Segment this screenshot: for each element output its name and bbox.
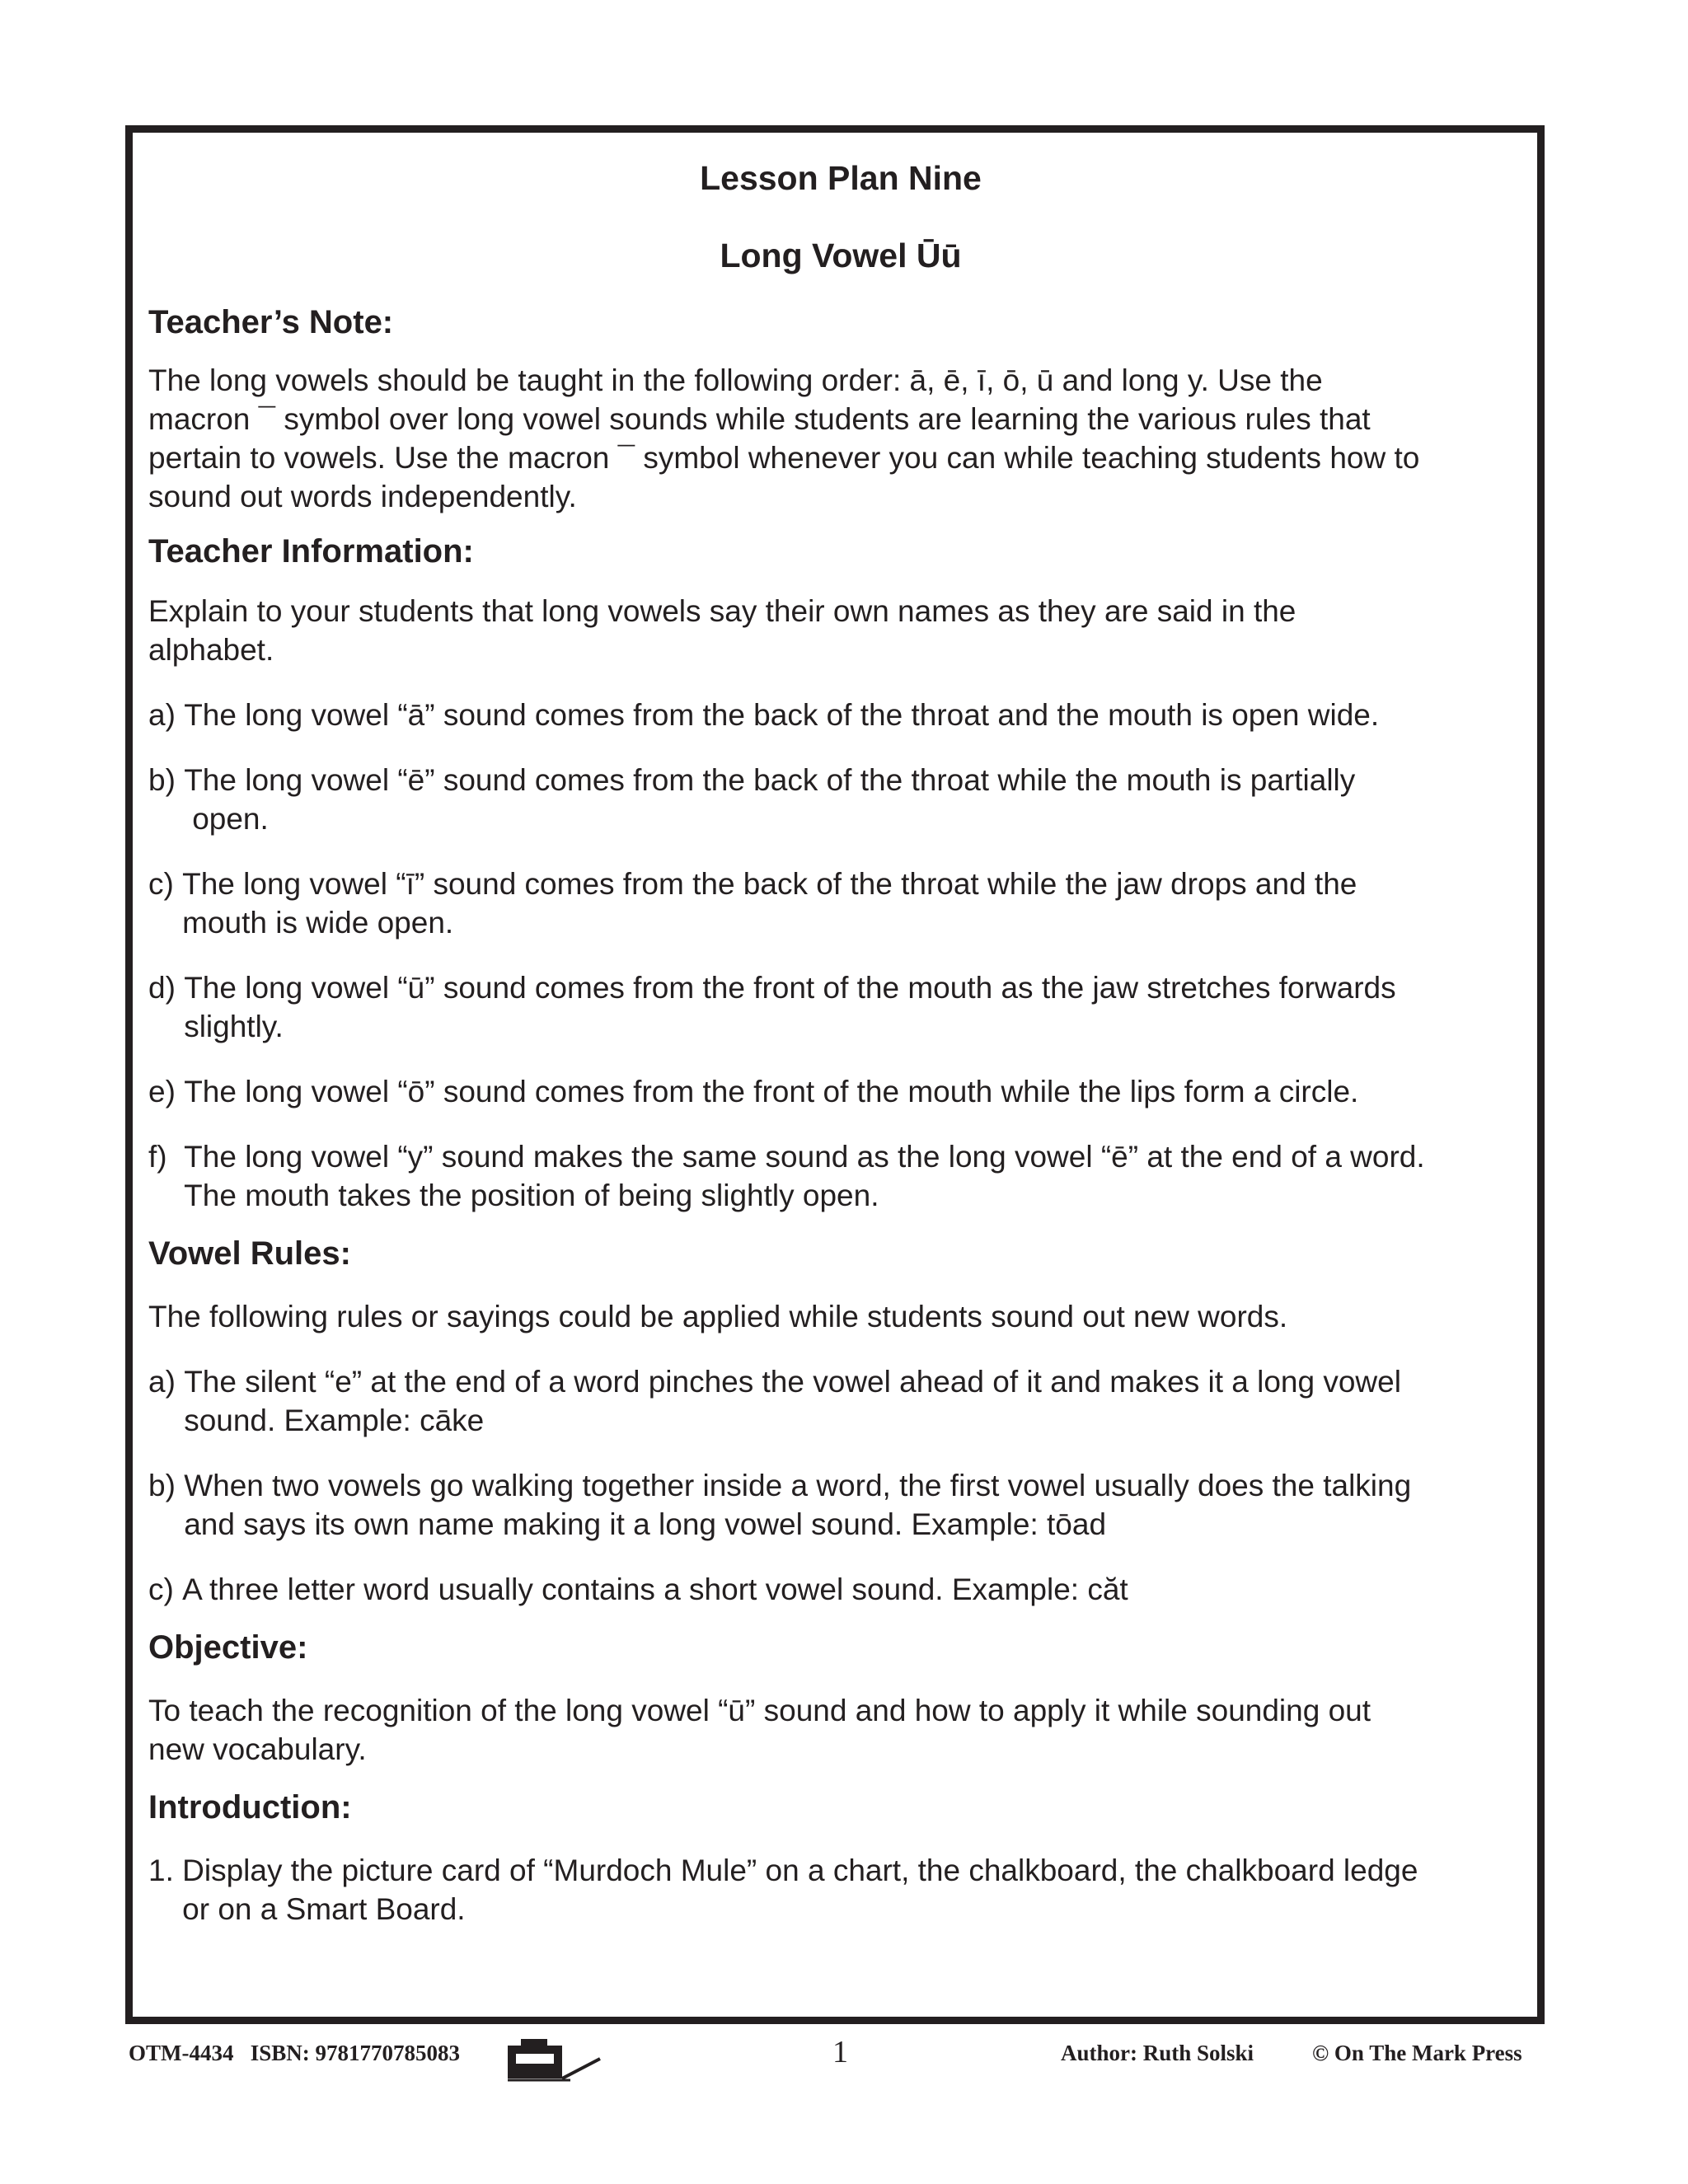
- text-line: The long vowel “y” sound makes the same sound as the long vowel “ē” at the end of a word.: [184, 1140, 1425, 1174]
- text-line: The silent “e” at the end of a word pinches the vowel ahead of it and makes it a long vowel: [184, 1365, 1401, 1399]
- text-line: slightly.: [184, 1010, 284, 1043]
- list-item-label: b): [148, 763, 185, 797]
- text-line: The long vowels should be taught in the following order: ā, ē, ī, ō, ū and long y. Use the: [148, 363, 1323, 397]
- text-line: The long vowel “ā” sound comes from the back of the throat and the mouth is open wide.: [184, 698, 1380, 732]
- list-item-label: a): [148, 698, 185, 732]
- teachers-note-heading: Teacher’s Note:: [148, 304, 394, 340]
- copyright: © On The Mark Press: [1312, 2041, 1522, 2065]
- text-line: mouth is wide open.: [182, 906, 454, 940]
- page-number: 1: [832, 2035, 848, 2069]
- objective-text: [148, 1691, 1533, 1769]
- text-line: and says its own name making it a long vowel sound. Example: tōad: [184, 1507, 1107, 1541]
- text-line: The long vowel “ē” sound comes from the back of the throat while the mouth is partially: [184, 763, 1356, 797]
- publisher-logo-icon: [504, 2034, 603, 2083]
- teachers-note-text: [148, 361, 1533, 516]
- product-code: OTM-4434: [129, 2041, 234, 2065]
- text-line: sound out words independently.: [148, 480, 577, 513]
- list-item: [148, 865, 1533, 942]
- text-line: open.: [192, 802, 269, 836]
- list-item-label: 1.: [148, 1854, 183, 1887]
- vowel-rules-intro: The following rules or sayings could be applied while students sound out new words.: [148, 1300, 1288, 1333]
- list-item: [148, 1362, 1533, 1440]
- vowel-rules-heading: Vowel Rules:: [148, 1235, 351, 1272]
- text-line: To teach the recognition of the long vowel “ū” sound and how to apply it while sounding out: [148, 1694, 1372, 1727]
- isbn: ISBN: 9781770785083: [250, 2041, 461, 2065]
- list-item: [148, 696, 1533, 734]
- list-item: [148, 761, 1533, 838]
- text-line: sound. Example: cāke: [184, 1404, 485, 1437]
- text-line: or on a Smart Board.: [182, 1892, 466, 1926]
- text-line: new vocabulary.: [148, 1732, 367, 1766]
- list-item-label: d): [148, 971, 185, 1005]
- page-title: Lesson Plan Nine: [700, 159, 982, 197]
- list-item-label: a): [148, 1365, 185, 1399]
- list-item-label: c): [148, 1572, 183, 1606]
- text-line: The long vowel “ī” sound comes from the back of the throat while the jaw drops and the: [182, 867, 1357, 901]
- page-content: [148, 157, 1533, 1929]
- list-item: [148, 1137, 1533, 1215]
- text-line: pertain to vowels. Use the macron ¯ symbol whenever you can while teaching students how to: [148, 441, 1420, 475]
- teacher-information-heading: Teacher Information:: [148, 533, 474, 569]
- text-line: The long vowel “ō” sound comes from the front of the mouth while the lips form a circle.: [184, 1075, 1359, 1108]
- introduction-heading: Introduction:: [148, 1789, 352, 1825]
- author: Author: Ruth Solski: [1061, 2041, 1254, 2065]
- text-line: A three letter word usually contains a short vowel sound. Example: căt: [182, 1572, 1128, 1606]
- page-subtitle: Long Vowel Ūū: [720, 237, 962, 274]
- list-item: [148, 1851, 1533, 1929]
- text-line: When two vowels go walking together inside a word, the first vowel usually does the talking: [184, 1469, 1412, 1502]
- list-item-label: f): [148, 1140, 185, 1174]
- objective-heading: Objective:: [148, 1629, 308, 1666]
- text-line: Explain to your students that long vowels say their own names as they are said in the: [148, 594, 1296, 628]
- text-line: alphabet.: [148, 633, 274, 667]
- footer-codes: [129, 2041, 460, 2066]
- text-line: macron ¯ symbol over long vowel sounds while students are learning the various rules that: [148, 402, 1371, 436]
- list-item: [148, 1570, 1533, 1609]
- page-footer: [0, 2034, 1688, 2083]
- list-item: [148, 968, 1533, 1046]
- list-item-label: b): [148, 1469, 185, 1502]
- list-item: [148, 1466, 1533, 1544]
- list-item-label: e): [148, 1075, 185, 1108]
- text-line: The mouth takes the position of being slightly open.: [184, 1179, 879, 1212]
- text-line: The long vowel “ū” sound comes from the front of the mouth as the jaw stretches forwards: [184, 971, 1396, 1005]
- text-line: Display the picture card of “Murdoch Mule” on a chart, the chalkboard, the chalkboard ledge: [182, 1854, 1418, 1887]
- teacher-information-intro: [148, 592, 1533, 669]
- list-item-label: c): [148, 867, 183, 901]
- list-item: [148, 1072, 1533, 1111]
